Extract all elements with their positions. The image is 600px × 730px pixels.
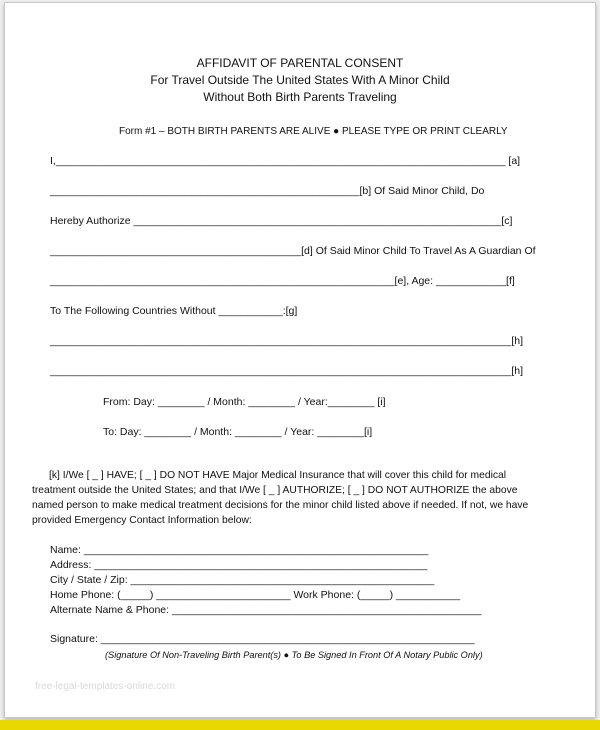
signature-line[interactable]: Signature: ________________________________________________________________ (50, 633, 475, 645)
contact-address-line[interactable]: Address: _________________________________________________________ (50, 559, 428, 571)
accent-strip (0, 720, 600, 730)
paragraph-line: treatment outside the United States; and that I/We [ _ ] AUTHORIZE; [ _ ] DO NOT AUTHORIZE the above (32, 485, 518, 496)
contact-phone-line[interactable]: Home Phone: (_____) _______________________ Work Phone: (_____) ___________ (50, 589, 461, 601)
paragraph-line: provided Emergency Contact Information below: (32, 515, 252, 526)
field-g-line[interactable]: To The Following Countries Without ___________:[g] (50, 305, 298, 317)
contact-alternate-line[interactable]: Alternate Name & Phone: _____________________________________________________ (50, 604, 482, 616)
paragraph-line: [k] I/We [ _ ] HAVE; [ _ ] DO NOT HAVE Major Medical Insurance that will cover this child for medical (49, 470, 507, 481)
document-subtitle-2: Without Both Birth Parents Traveling (203, 90, 397, 104)
signature-note: (Signature Of Non-Traveling Birth Parent(s) ● To Be Signed In Front Of A Notary Public Only) (105, 650, 483, 660)
field-e-line[interactable]: ___________________________________________________________[e], Age: ____________[f] (50, 275, 515, 287)
watermark: free-legal-templates-online.com (35, 681, 176, 692)
document-title: AFFIDAVIT OF PARENTAL CONSENT (196, 56, 404, 70)
contact-name-line[interactable]: Name: ___________________________________________________________ (50, 544, 429, 556)
document-subtitle: For Travel Outside The United States With A Minor Child (150, 73, 450, 87)
field-a-line[interactable]: I,_____________________________________________________________________________ [a] (50, 155, 521, 167)
form-instructions: Form #1 – BOTH BIRTH PARENTS ARE ALIVE ● PLEASE TYPE OR PRINT CLEARLY (119, 126, 508, 137)
contact-city-line[interactable]: City / State / Zip: ____________________________________________________ (50, 574, 435, 586)
field-b-line[interactable]: _____________________________________________________[b] Of Said Minor Child, Do (50, 185, 485, 197)
field-h-line-2[interactable]: _______________________________________________________________________________[h] (50, 365, 524, 377)
field-d-line[interactable]: ___________________________________________[d] Of Said Minor Child To Travel As A Guardian Of (50, 245, 536, 257)
to-date-line[interactable]: To: Day: ________ / Month: ________ / Year: ________[i] (103, 426, 373, 438)
field-c-line[interactable]: Hereby Authorize _______________________________________________________________[c] (50, 215, 513, 227)
document-page (4, 2, 596, 718)
from-date-line[interactable]: From: Day: ________ / Month: ________ / Year:________ [i] (103, 396, 386, 408)
field-h-line-1[interactable]: _______________________________________________________________________________[h] (50, 335, 524, 347)
paragraph-line: named person to make medical treatment decisions for the minor child listed above if needed. If not, we have (32, 500, 529, 511)
